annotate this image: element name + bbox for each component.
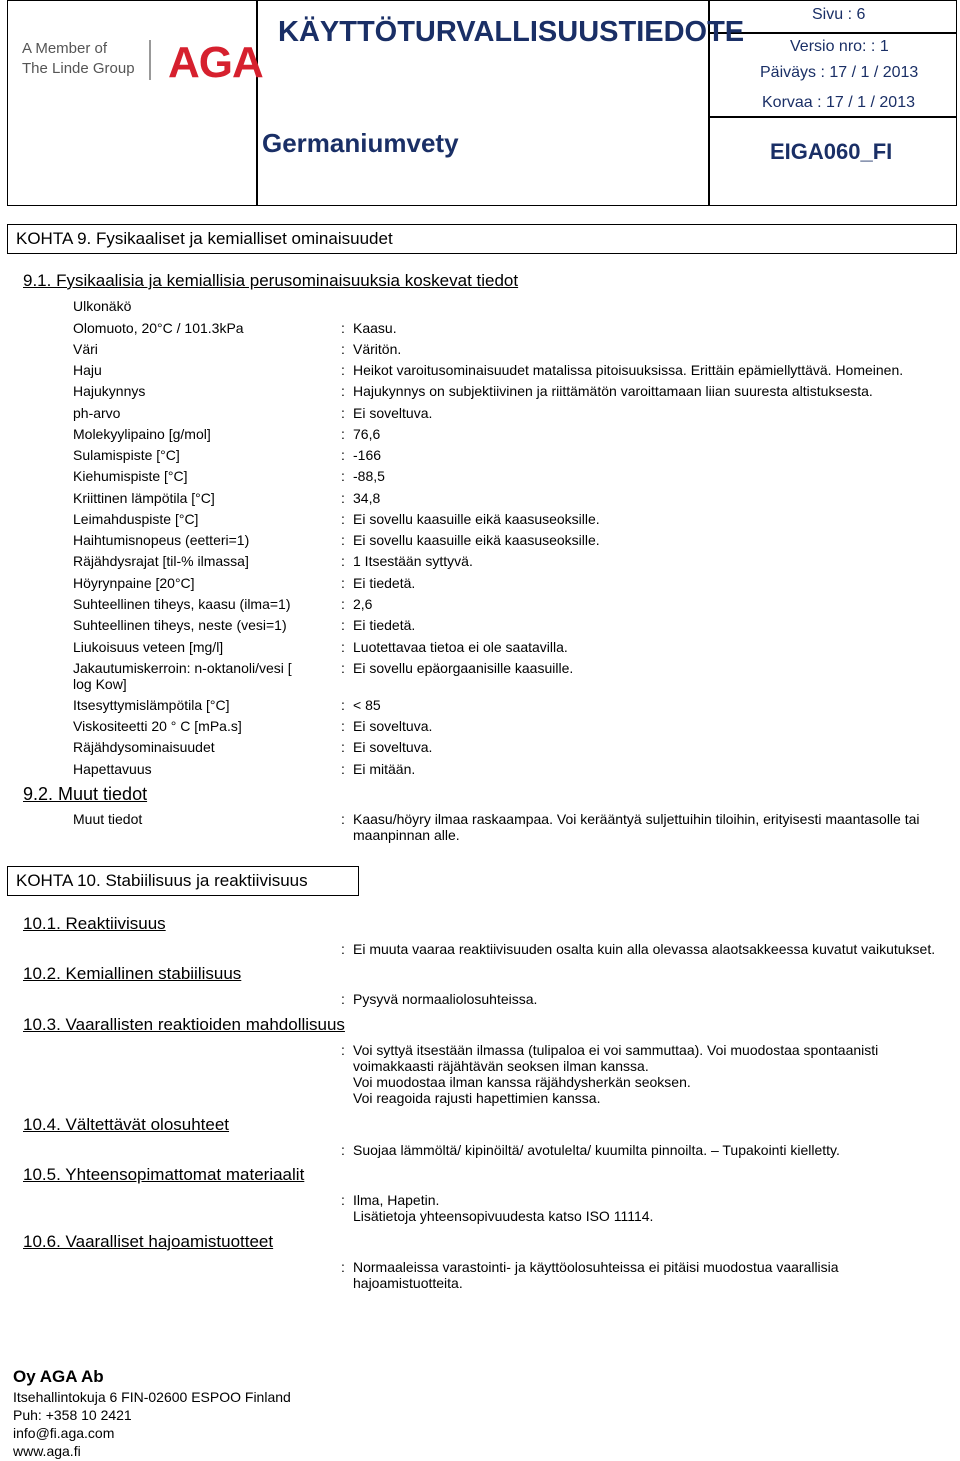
colon: : bbox=[341, 1042, 345, 1058]
property-label: Leimahduspiste [°C] bbox=[73, 511, 199, 527]
property-label: Suhteellinen tiheys, neste (vesi=1) bbox=[73, 617, 287, 633]
property-value: Ei mitään. bbox=[353, 761, 416, 777]
property-value: Luotettavaa tietoa ei ole saatavilla. bbox=[353, 639, 568, 655]
subsection-value: Voi reagoida rajusti hapettimien kanssa. bbox=[353, 1090, 601, 1106]
property-label: Liukoisuus veteen [mg/l] bbox=[73, 639, 224, 655]
subsection-heading: 10.3. Vaarallisten reaktioiden mahdollisuus bbox=[23, 1015, 345, 1034]
subsection-value: Voi syttyä itsestään ilmassa (tulipaloa ei voi sammuttaa). Voi muodostaa spontaanisti bbox=[353, 1042, 879, 1058]
colon: : bbox=[341, 941, 345, 957]
colon: : bbox=[341, 660, 345, 676]
property-value: Heikot varoitusominaisuudet matalissa pitoisuuksissa. Erittäin epämiellyttävä. Homeinen. bbox=[353, 362, 904, 378]
property-label: Haihtumisnopeus (eetteri=1) bbox=[73, 532, 250, 548]
subsection-9-1-heading: 9.1. Fysikaalisia ja kemiallisia perusominaisuuksia koskevat tiedot bbox=[23, 271, 519, 290]
property-label: Hajukynnys bbox=[73, 383, 146, 399]
property-label: Kiehumispiste [°C] bbox=[73, 468, 188, 484]
colon: : bbox=[341, 447, 345, 463]
header-divider bbox=[708, 32, 957, 34]
property-label: Olomuoto, 20°C / 101.3kPa bbox=[73, 320, 244, 336]
colon: : bbox=[341, 405, 345, 421]
subsection-heading: 10.4. Vältettävät olosuhteet bbox=[23, 1115, 230, 1134]
property-label: Itsesyttymislämpötila [°C] bbox=[73, 697, 230, 713]
colon: : bbox=[341, 383, 345, 399]
other-info-label: Muut tiedot bbox=[73, 811, 143, 827]
footer-phone: Puh: +358 10 2421 bbox=[13, 1407, 132, 1423]
subsection-value: Pysyvä normaaliolosuhteissa. bbox=[353, 991, 538, 1007]
property-label: log Kow] bbox=[73, 676, 127, 692]
section-9-title: KOHTA 9. Fysikaaliset ja kemialliset ominaisuudet bbox=[7, 224, 957, 254]
property-value: 76,6 bbox=[353, 426, 381, 442]
property-value: Ei sovellu kaasuille eikä kaasuseoksille. bbox=[353, 532, 600, 548]
property-value: -88,5 bbox=[353, 468, 385, 484]
logo-divider bbox=[149, 40, 151, 80]
property-label: Haju bbox=[73, 362, 102, 378]
section-10-title: KOHTA 10. Stabiilisuus ja reaktiivisuus bbox=[7, 866, 359, 896]
footer-address: Itsehallintokuja 6 FIN-02600 ESPOO Finland bbox=[13, 1389, 291, 1405]
property-value: Ei sovellu epäorgaanisille kaasuille. bbox=[353, 660, 574, 676]
footer-web: www.aga.fi bbox=[13, 1443, 81, 1459]
colon: : bbox=[341, 991, 345, 1007]
subsection-heading: 10.6. Vaaralliset hajoamistuotteet bbox=[23, 1232, 274, 1251]
colon: : bbox=[341, 596, 345, 612]
colon: : bbox=[341, 341, 345, 357]
colon: : bbox=[341, 1259, 345, 1275]
colon: : bbox=[341, 320, 345, 336]
header-divider bbox=[708, 116, 957, 118]
colon: : bbox=[341, 617, 345, 633]
colon: : bbox=[341, 697, 345, 713]
property-label: Räjähdysrajat [til-% ilmassa] bbox=[73, 553, 249, 569]
other-info-value: Kaasu/höyry ilmaa raskaampaa. Voi kerääntyä suljettuihin tiloihin, erityisesti maantasolle tai bbox=[353, 811, 920, 827]
colon: : bbox=[341, 553, 345, 569]
property-label: ph-arvo bbox=[73, 405, 121, 421]
property-label: Sulamispiste [°C] bbox=[73, 447, 180, 463]
property-value: Ei soveltuva. bbox=[353, 739, 433, 755]
logo-member-line1: A Member of bbox=[22, 40, 108, 57]
property-value: Hajukynnys on subjektiivinen ja riittämätön varoittamaan liian suuresta altistuksesta. bbox=[353, 383, 873, 399]
subsection-heading: 10.1. Reaktiivisuus bbox=[23, 914, 166, 933]
subsection-value: hajoamistuotteita. bbox=[353, 1275, 463, 1291]
property-value: 1 Itsestään syttyvä. bbox=[353, 553, 473, 569]
footer-company: Oy AGA Ab bbox=[13, 1367, 104, 1386]
colon: : bbox=[341, 1142, 345, 1158]
property-value: Ei soveltuva. bbox=[353, 405, 433, 421]
subsection-value: Ilma, Hapetin. bbox=[353, 1192, 440, 1208]
property-label: Höyrynpaine [20°C] bbox=[73, 575, 195, 591]
property-value: < 85 bbox=[353, 697, 381, 713]
colon: : bbox=[341, 575, 345, 591]
colon: : bbox=[341, 761, 345, 777]
footer-email: info@fi.aga.com bbox=[13, 1425, 115, 1441]
appearance-label: Ulkonäkö bbox=[73, 298, 132, 314]
subsection-value: Ei muuta vaaraa reaktiivisuuden osalta kuin alla olevassa alaotsakkeessa kuvatut vaikutukset. bbox=[353, 941, 936, 957]
colon: : bbox=[341, 468, 345, 484]
colon: : bbox=[341, 811, 345, 827]
property-label: Kriittinen lämpötila [°C] bbox=[73, 490, 215, 506]
property-label: Väri bbox=[73, 341, 98, 357]
colon: : bbox=[341, 490, 345, 506]
colon: : bbox=[341, 511, 345, 527]
document-title: KÄYTTÖTURVALLISUUSTIEDOTE bbox=[278, 16, 745, 48]
property-label: Räjähdysominaisuudet bbox=[73, 739, 215, 755]
colon: : bbox=[341, 739, 345, 755]
subsection-value: voimakkaasti räjähtävän seoksen ilman kanssa. bbox=[353, 1058, 649, 1074]
property-value: -166 bbox=[353, 447, 382, 463]
aga-logo: AGA bbox=[168, 38, 263, 87]
colon: : bbox=[341, 639, 345, 655]
logo-member-line2: The Linde Group bbox=[22, 60, 135, 77]
document-code: EIGA060_FI bbox=[770, 139, 893, 164]
product-name: Germaniumvety bbox=[262, 128, 459, 158]
page-number: Sivu : 6 bbox=[812, 6, 866, 23]
property-value: Ei tiedetä. bbox=[353, 575, 416, 591]
subsection-heading: 10.5. Yhteensopimattomat materiaalit bbox=[23, 1165, 305, 1184]
issue-date: Päiväys : 17 / 1 / 2013 bbox=[760, 64, 919, 81]
subsection-value: Voi muodostaa ilman kanssa räjähdysherkän seoksen. bbox=[353, 1074, 691, 1090]
property-label: Suhteellinen tiheys, kaasu (ilma=1) bbox=[73, 596, 291, 612]
replaces-date: Korvaa : 17 / 1 / 2013 bbox=[762, 94, 915, 111]
subsection-9-2-heading: 9.2. Muut tiedot bbox=[23, 784, 148, 804]
property-value: 34,8 bbox=[353, 490, 381, 506]
property-label: Hapettavuus bbox=[73, 761, 152, 777]
property-label: Viskositeetti 20 ° C [mPa.s] bbox=[73, 718, 242, 734]
property-value: 2,6 bbox=[353, 596, 373, 612]
subsection-value: Lisätietoja yhteensopivuudesta katso ISO 11114. bbox=[353, 1208, 654, 1224]
property-value: Ei tiedetä. bbox=[353, 617, 416, 633]
property-label: Molekyylipaino [g/mol] bbox=[73, 426, 211, 442]
property-value: Kaasu. bbox=[353, 320, 397, 336]
property-value: Ei sovellu kaasuille eikä kaasuseoksille. bbox=[353, 511, 600, 527]
colon: : bbox=[341, 1192, 345, 1208]
property-value: Väritön. bbox=[353, 341, 402, 357]
colon: : bbox=[341, 362, 345, 378]
property-label: Jakautumiskerroin: n-oktanoli/vesi [ bbox=[73, 660, 292, 676]
colon: : bbox=[341, 426, 345, 442]
header-divider bbox=[256, 0, 258, 206]
property-value: Ei soveltuva. bbox=[353, 718, 433, 734]
colon: : bbox=[341, 532, 345, 548]
subsection-heading: 10.2. Kemiallinen stabiilisuus bbox=[23, 964, 242, 983]
subsection-value: Normaaleissa varastointi- ja käyttöolosuhteissa ei pitäisi muodostua vaarallisia bbox=[353, 1259, 839, 1275]
subsection-value: Suojaa lämmöltä/ kipinöiltä/ avotulelta/ kuumilta pinnoilta. – Tupakointi kielletty. bbox=[353, 1142, 840, 1158]
other-info-value: maanpinnan alle. bbox=[353, 827, 460, 843]
version-number: Versio nro: : 1 bbox=[790, 38, 889, 55]
colon: : bbox=[341, 718, 345, 734]
